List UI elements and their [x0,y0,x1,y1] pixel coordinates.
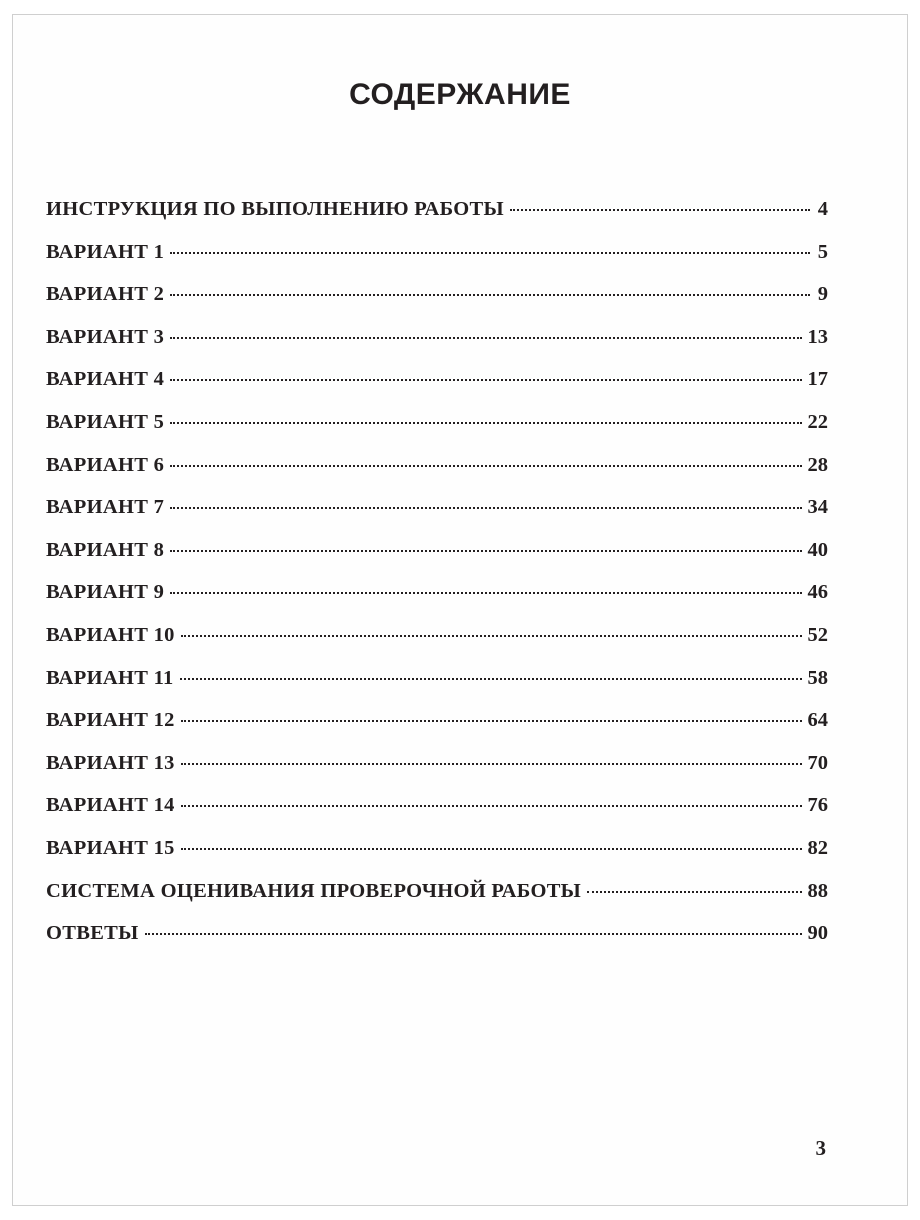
toc-entry [46,283,828,326]
toc-entry [46,667,828,710]
toc-entry-label: ИНСТРУКЦИЯ ПО ВЫПОЛНЕНИЮ РАБОТЫ [46,198,504,220]
toc-entry-label: ВАРИАНТ 6 [46,453,165,476]
toc-entry-label: ВАРИАНТ 14 [46,794,175,817]
toc-dot-leader [170,592,801,594]
page-number: 3 [815,1136,826,1160]
toc-dot-leader [145,933,802,935]
toc-dot-leader [170,507,801,509]
toc-entry-label: ВАРИАНТ 13 [46,751,175,774]
toc-dot-leader [180,678,802,680]
toc-entry [46,581,828,624]
toc-entry [46,922,828,965]
toc-entry [46,411,828,454]
toc-entry-page: 90 [807,922,828,945]
toc-entry [46,539,828,582]
toc-entry-label: ВАРИАНТ 4 [46,368,165,391]
toc-entry-label: ВАРИАНТ 2 [46,283,165,306]
toc-dot-leader [181,635,802,637]
toc-entry [46,624,828,667]
toc-dot-leader [510,209,810,211]
toc-entry-page: 34 [807,496,828,519]
toc-entry [46,241,828,284]
toc-entry-page: 22 [807,410,828,433]
toc-dot-leader [181,848,802,850]
toc-entry-page: 76 [807,794,828,817]
toc-entry-label: ВАРИАНТ 9 [46,581,165,604]
toc-entry-label: ВАРИАНТ 12 [46,709,175,732]
toc-entry-page: 17 [807,368,828,391]
toc-entry [46,752,828,795]
toc-entry-page: 46 [807,581,828,604]
toc-entry-label: ВАРИАНТ 10 [46,623,175,646]
toc-entry-label: ВАРИАНТ 1 [46,240,165,263]
toc-entry-label: СИСТЕМА ОЦЕНИВАНИЯ ПРОВЕРОЧНОЙ РАБОТЫ [46,879,582,902]
table-of-contents [46,198,828,965]
toc-entry-page: 82 [807,836,828,859]
toc-entry-label: ВАРИАНТ 8 [46,538,165,561]
toc-entry-page: 5 [817,240,828,263]
toc-dot-leader [170,294,810,296]
toc-entry [46,794,828,837]
toc-entry-label: ВАРИАНТ 11 [46,666,174,689]
toc-entry [46,198,828,241]
toc-entry-page: 40 [807,538,828,561]
toc-entry [46,496,828,539]
toc-entry-label: ОТВЕТЫ [46,922,139,945]
toc-entry-page: 13 [807,325,828,348]
toc-entry [46,454,828,497]
toc-dot-leader [170,337,801,339]
toc-entry-page: 88 [807,879,828,902]
toc-entry-page: 4 [817,198,828,220]
toc-entry-label: ВАРИАНТ 15 [46,836,175,859]
toc-entry [46,326,828,369]
toc-dot-leader [170,465,801,467]
toc-dot-leader [170,379,801,381]
toc-dot-leader [170,550,801,552]
toc-dot-leader [181,805,802,807]
toc-entry-page: 64 [807,709,828,732]
toc-entry-page: 70 [807,751,828,774]
toc-entry [46,880,828,923]
toc-dot-leader [181,763,802,765]
toc-entry-page: 58 [807,666,828,689]
toc-dot-leader [587,891,801,893]
toc-dot-leader [181,720,802,722]
toc-entry-page: 52 [807,623,828,646]
toc-entry-page: 9 [817,283,828,306]
toc-entry-label: ВАРИАНТ 3 [46,325,165,348]
toc-entry-label: ВАРИАНТ 7 [46,496,165,519]
toc-dot-leader [170,422,801,424]
toc-entry [46,837,828,880]
page-title: СОДЕРЖАНИЕ [349,78,571,111]
toc-entry [46,709,828,752]
toc-entry [46,368,828,411]
toc-dot-leader [170,252,810,254]
toc-entry-label: ВАРИАНТ 5 [46,410,165,433]
toc-entry-page: 28 [807,453,828,476]
